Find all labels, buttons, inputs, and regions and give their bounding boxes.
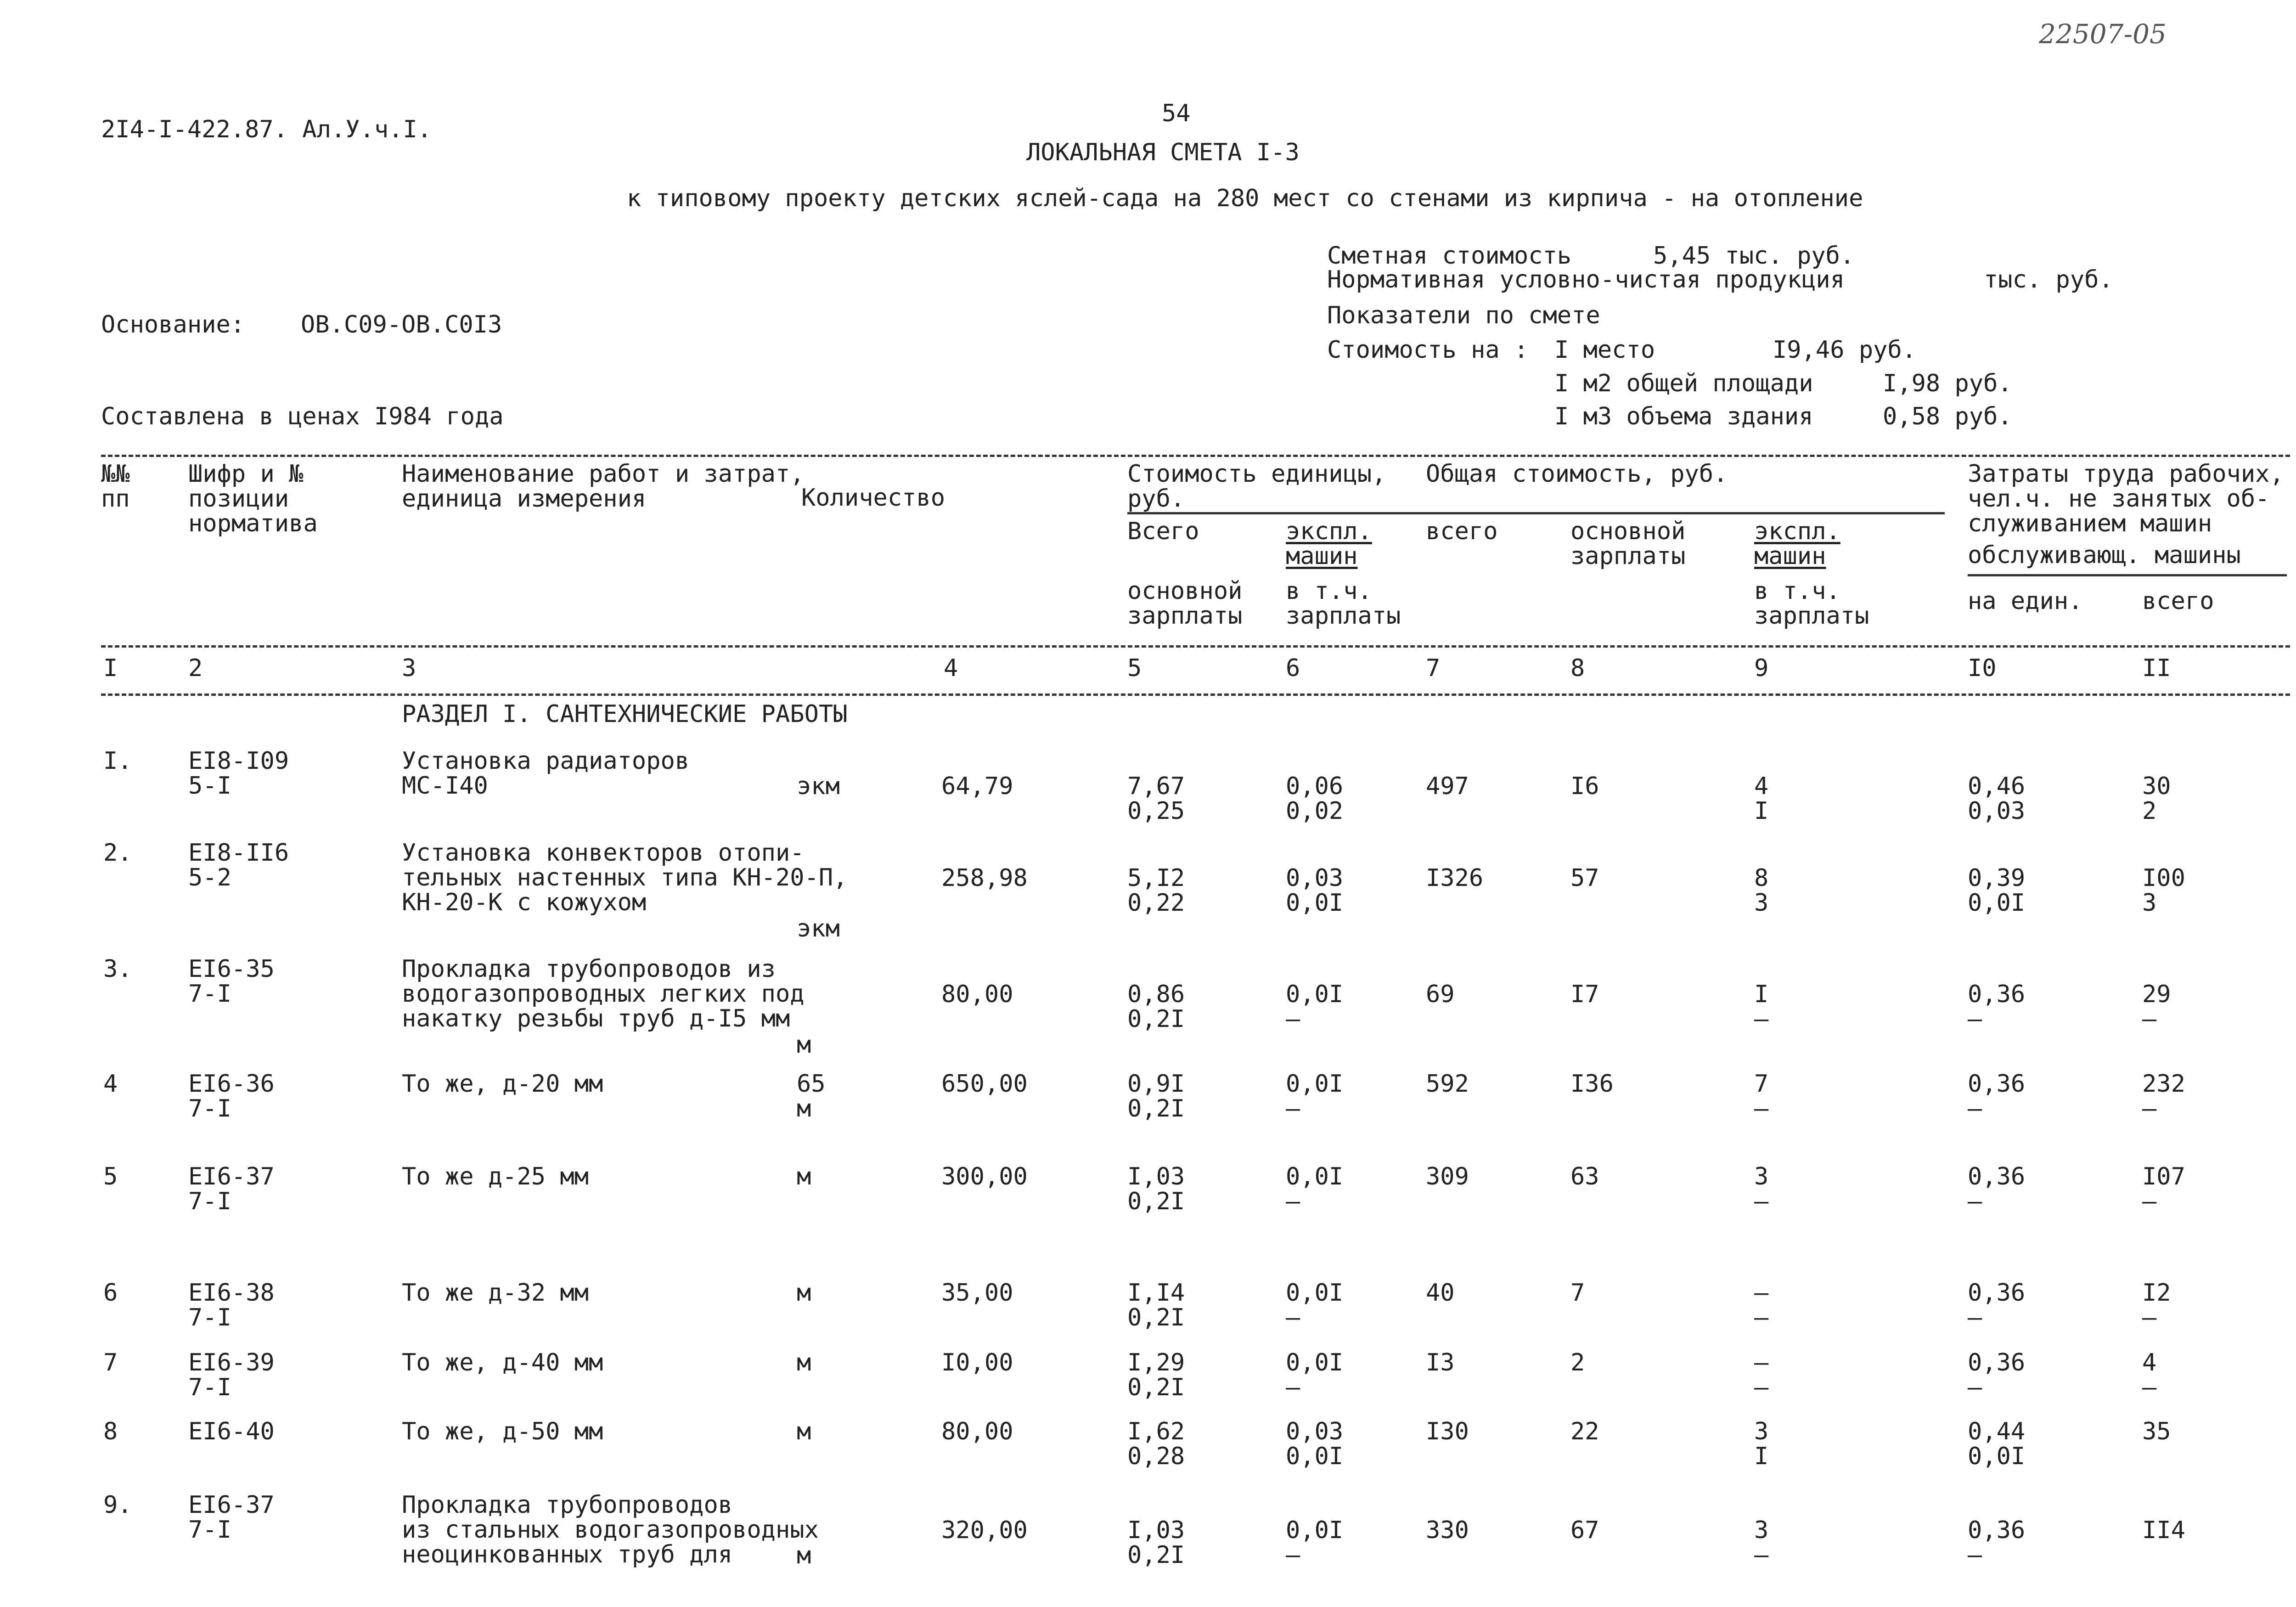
- header-total-incl-wage: в т.ч. зарплаты: [1754, 577, 1869, 630]
- cell-qty: 650,00: [941, 1070, 1028, 1098]
- cell-code: ЕI6-36 7-I: [188, 1070, 275, 1122]
- cell-num: 6: [103, 1279, 118, 1307]
- cell-c9: – –: [1754, 1279, 1769, 1331]
- cell-qty: 320,00: [941, 1517, 1028, 1544]
- cell-name: Установка конвекторов отопи- тельных настенных типа КН-20-П, КН-20-К с кожухом: [402, 839, 848, 916]
- cell-c11: 4 –: [2142, 1349, 2157, 1401]
- colnum-9: 9: [1754, 654, 1769, 682]
- cell-unit: м: [797, 1418, 811, 1445]
- header-total-all: всего: [1426, 518, 1498, 545]
- cell-c8: 63: [1570, 1163, 1599, 1190]
- cell-c6: 0,0I –: [1286, 1279, 1344, 1331]
- per-m2-label: I м2 общей площади: [1554, 370, 1813, 397]
- cell-c10: 0,46 0,03: [1968, 772, 2026, 825]
- page-number: 54: [1162, 100, 1191, 127]
- cell-code: ЕI6-37 7-I: [188, 1491, 275, 1544]
- per-place-value: I9,46 руб.: [1773, 336, 1917, 364]
- cell-qty: 64,79: [941, 772, 1013, 800]
- cell-qty: 80,00: [941, 1418, 1013, 1445]
- cell-c11: I00 3: [2142, 864, 2185, 917]
- normative-production-label: Нормативная условно-чистая продукция: [1327, 266, 1845, 293]
- cell-c9: 4 I: [1754, 772, 1769, 825]
- cell-c5: 0,9I 0,2I: [1127, 1070, 1185, 1122]
- colnum-6: 6: [1286, 654, 1300, 682]
- cell-c10: 0,36 –: [1968, 1163, 2026, 1215]
- colnum-5: 5: [1127, 654, 1142, 682]
- cell-unit: экм: [797, 915, 840, 942]
- header-labor-service: обслуживающ. машины: [1968, 541, 2241, 569]
- column-number-rule: [101, 694, 2290, 696]
- colnum-11: II: [2142, 654, 2171, 682]
- prices-note: Составлена в ценах I984 года: [101, 403, 504, 430]
- colnum-3: 3: [402, 654, 416, 682]
- cell-c7: 309: [1426, 1163, 1469, 1190]
- per-m3-value: 0,58 руб.: [1883, 403, 2012, 430]
- basis-label: Основание:: [101, 311, 245, 338]
- cell-c11: I2 –: [2142, 1279, 2171, 1331]
- cell-qty: 258,98: [941, 864, 1028, 892]
- header-labor: Затраты труда рабочих, чел.ч. не занятых об- служиванием машин: [1968, 460, 2284, 537]
- cell-c7: 40: [1426, 1279, 1455, 1307]
- colnum-10: I0: [1968, 654, 1997, 682]
- cell-c7: I3: [1426, 1349, 1455, 1376]
- header-num: №№ пп: [101, 460, 130, 513]
- indicators-label: Показатели по смете: [1327, 302, 1600, 329]
- cell-c5: I,I4 0,2I: [1127, 1279, 1185, 1331]
- cell-qty: I0,00: [941, 1349, 1013, 1376]
- normative-production-value: тыс. руб.: [1984, 266, 2113, 293]
- cell-qty: 35,00: [941, 1279, 1013, 1307]
- document-title: ЛОКАЛЬНАЯ СМЕТА I-3: [1026, 139, 1300, 166]
- cell-c9: 3 –: [1754, 1517, 1769, 1569]
- cell-name: Прокладка трубопроводов из стальных водогазопроводных неоцинкованных труб для: [402, 1491, 819, 1568]
- header-unit-wage: основной зарплаты: [1127, 577, 1243, 630]
- section-title: РАЗДЕЛ I. САНТЕХНИЧЕСКИЕ РАБОТЫ: [402, 700, 848, 728]
- cell-c11: 35: [2142, 1418, 2171, 1445]
- cell-num: I.: [103, 747, 132, 775]
- header-labor-per-unit: на един.: [1968, 587, 2083, 615]
- cell-c6: 0,0I –: [1286, 1517, 1344, 1569]
- header-total-wage: основной зарплаты: [1570, 518, 1686, 570]
- cell-c8: 22: [1570, 1418, 1599, 1445]
- cell-code: ЕI8-II6 5-2: [188, 839, 289, 891]
- cell-c8: 2: [1570, 1349, 1585, 1376]
- cell-c5: I,29 0,2I: [1127, 1349, 1185, 1401]
- colnum-2: 2: [188, 654, 203, 682]
- per-place-label: I место: [1554, 336, 1655, 364]
- header-unit-machines: экспл. машин: [1286, 518, 1372, 570]
- cell-c8: I6: [1570, 772, 1599, 800]
- table-top-rule: [101, 455, 2290, 457]
- cell-c6: 0,0I –: [1286, 981, 1344, 1033]
- cell-unit: м: [797, 1279, 811, 1307]
- cell-code: ЕI6-38 7-I: [188, 1279, 275, 1331]
- cell-c11: I07 –: [2142, 1163, 2185, 1215]
- cell-c9: I –: [1754, 981, 1769, 1033]
- colnum-1: I: [103, 654, 118, 682]
- cell-c8: I7: [1570, 981, 1599, 1008]
- colnum-4: 4: [944, 654, 958, 682]
- cell-code: ЕI8-I09 5-I: [188, 747, 289, 800]
- cell-c9: 3 I: [1754, 1418, 1769, 1470]
- cell-c6: 0,03 0,0I: [1286, 1418, 1344, 1470]
- cell-num: 2.: [103, 839, 132, 867]
- cell-name: То же, д-40 мм: [402, 1349, 603, 1376]
- cell-num: 3.: [103, 955, 132, 983]
- colnum-8: 8: [1570, 654, 1585, 682]
- cell-num: 4: [103, 1070, 118, 1098]
- per-m2-value: I,98 руб.: [1883, 370, 2012, 397]
- header-total-machines: экспл. машин: [1754, 518, 1840, 570]
- cell-c7: I30: [1426, 1418, 1469, 1445]
- cell-c10: 0,36 –: [1968, 1517, 2026, 1569]
- cost-per-label: Стоимость на :: [1327, 336, 1529, 364]
- cell-c10: 0,36 –: [1968, 981, 2026, 1033]
- cell-c11: 29 –: [2142, 981, 2171, 1033]
- cell-unit: м: [797, 1349, 811, 1376]
- header-unit-cost: Стоимость единицы, руб.: [1127, 460, 1386, 513]
- cell-name: То же, д-20 мм: [402, 1070, 603, 1098]
- header-quantity: Количество: [801, 484, 945, 512]
- header-name: Наименование работ и затрат, единица измерения: [402, 460, 805, 513]
- header-unit-total: Всего: [1127, 518, 1199, 545]
- header-total-cost: Общая стоимость, руб.: [1426, 460, 1728, 488]
- cell-c5: 5,I2 0,22: [1127, 864, 1185, 917]
- cell-c7: 592: [1426, 1070, 1469, 1098]
- cell-c11: 232 –: [2142, 1070, 2185, 1122]
- header-code: Шифр и № позиции норматива: [188, 460, 318, 537]
- cell-c7: 330: [1426, 1517, 1469, 1544]
- cell-c9: 7 –: [1754, 1070, 1769, 1122]
- cell-qty: 80,00: [941, 981, 1013, 1008]
- labor-subrule: [1968, 574, 2287, 576]
- cell-c8: I36: [1570, 1070, 1614, 1098]
- cell-c6: 0,0I –: [1286, 1163, 1344, 1215]
- document-code: 2I4-I-422.87. Ал.У.ч.I.: [101, 116, 432, 143]
- cell-num: 9.: [103, 1491, 132, 1519]
- cell-name: То же д-32 мм: [402, 1279, 589, 1307]
- colnum-7: 7: [1426, 654, 1441, 682]
- header-unit-incl-wage: в т.ч. зарплаты: [1286, 577, 1401, 630]
- cell-unit: экм: [797, 772, 840, 800]
- cell-c10: 0,36 –: [1968, 1349, 2026, 1401]
- cell-num: 5: [103, 1163, 118, 1190]
- estimated-cost-label: Сметная стоимость: [1327, 242, 1572, 270]
- cell-c7: I326: [1426, 864, 1484, 892]
- cell-c9: 3 –: [1754, 1163, 1769, 1215]
- table-header-rule: [101, 645, 2290, 648]
- cell-c8: 7: [1570, 1279, 1585, 1307]
- cell-code: ЕI6-35 7-I: [188, 955, 275, 1008]
- cell-code: ЕI6-37 7-I: [188, 1163, 275, 1215]
- basis-value: ОВ.С09-ОВ.С0I3: [301, 311, 502, 338]
- cell-unit: м: [797, 1542, 811, 1569]
- cell-c7: 497: [1426, 772, 1469, 800]
- cell-c11: II4: [2142, 1517, 2185, 1544]
- cell-c10: 0,39 0,0I: [1968, 864, 2026, 917]
- cell-name: То же д-25 мм: [402, 1163, 589, 1190]
- cell-c7: 69: [1426, 981, 1455, 1008]
- cell-c9: – –: [1754, 1349, 1769, 1401]
- cell-c5: I,03 0,2I: [1127, 1517, 1185, 1569]
- cell-c10: 0,36 –: [1968, 1070, 2026, 1122]
- cell-c10: 0,36 –: [1968, 1279, 2026, 1331]
- per-m3-label: I м3 объема здания: [1554, 403, 1813, 430]
- handwritten-archive-number: 22507-05: [2039, 18, 2167, 50]
- cell-num: 7: [103, 1349, 118, 1376]
- cell-num: 8: [103, 1418, 118, 1445]
- cell-unit: м: [797, 1163, 811, 1190]
- cell-name: Установка радиаторов МС-I40: [402, 747, 690, 800]
- cell-name: Прокладка трубопроводов из водогазопроводных легких под накатку резьбы труб д-I5 мм: [402, 955, 805, 1032]
- cell-c6: 0,06 0,02: [1286, 772, 1344, 825]
- cell-c6: 0,0I –: [1286, 1349, 1344, 1401]
- cell-c10: 0,44 0,0I: [1968, 1418, 2026, 1470]
- cell-c8: 67: [1570, 1517, 1599, 1544]
- cell-code: ЕI6-40: [188, 1418, 275, 1445]
- cell-code: ЕI6-39 7-I: [188, 1349, 275, 1401]
- cell-c5: 0,86 0,2I: [1127, 981, 1185, 1033]
- cell-c6: 0,03 0,0I: [1286, 864, 1344, 917]
- cell-c6: 0,0I –: [1286, 1070, 1344, 1122]
- cell-c9: 8 3: [1754, 864, 1769, 917]
- document-subtitle: к типовому проекту детских яслей-сада на 280 мест со стенами из кирпича - на отопление: [627, 185, 1863, 212]
- cell-c5: 7,67 0,25: [1127, 772, 1185, 825]
- cell-c5: I,62 0,28: [1127, 1418, 1185, 1470]
- estimated-cost-value: 5,45 тыс. руб.: [1653, 242, 1855, 270]
- cell-c5: I,03 0,2I: [1127, 1163, 1185, 1215]
- header-labor-total: всего: [2142, 587, 2214, 615]
- cell-qty: 300,00: [941, 1163, 1028, 1190]
- cell-c8: 57: [1570, 864, 1599, 892]
- total-cost-subrule: [1426, 512, 1945, 514]
- cell-name: То же, д-50 мм: [402, 1418, 603, 1445]
- cell-unit: 65 м: [797, 1070, 826, 1122]
- cell-c11: 30 2: [2142, 772, 2171, 825]
- cell-unit: м: [797, 1031, 811, 1059]
